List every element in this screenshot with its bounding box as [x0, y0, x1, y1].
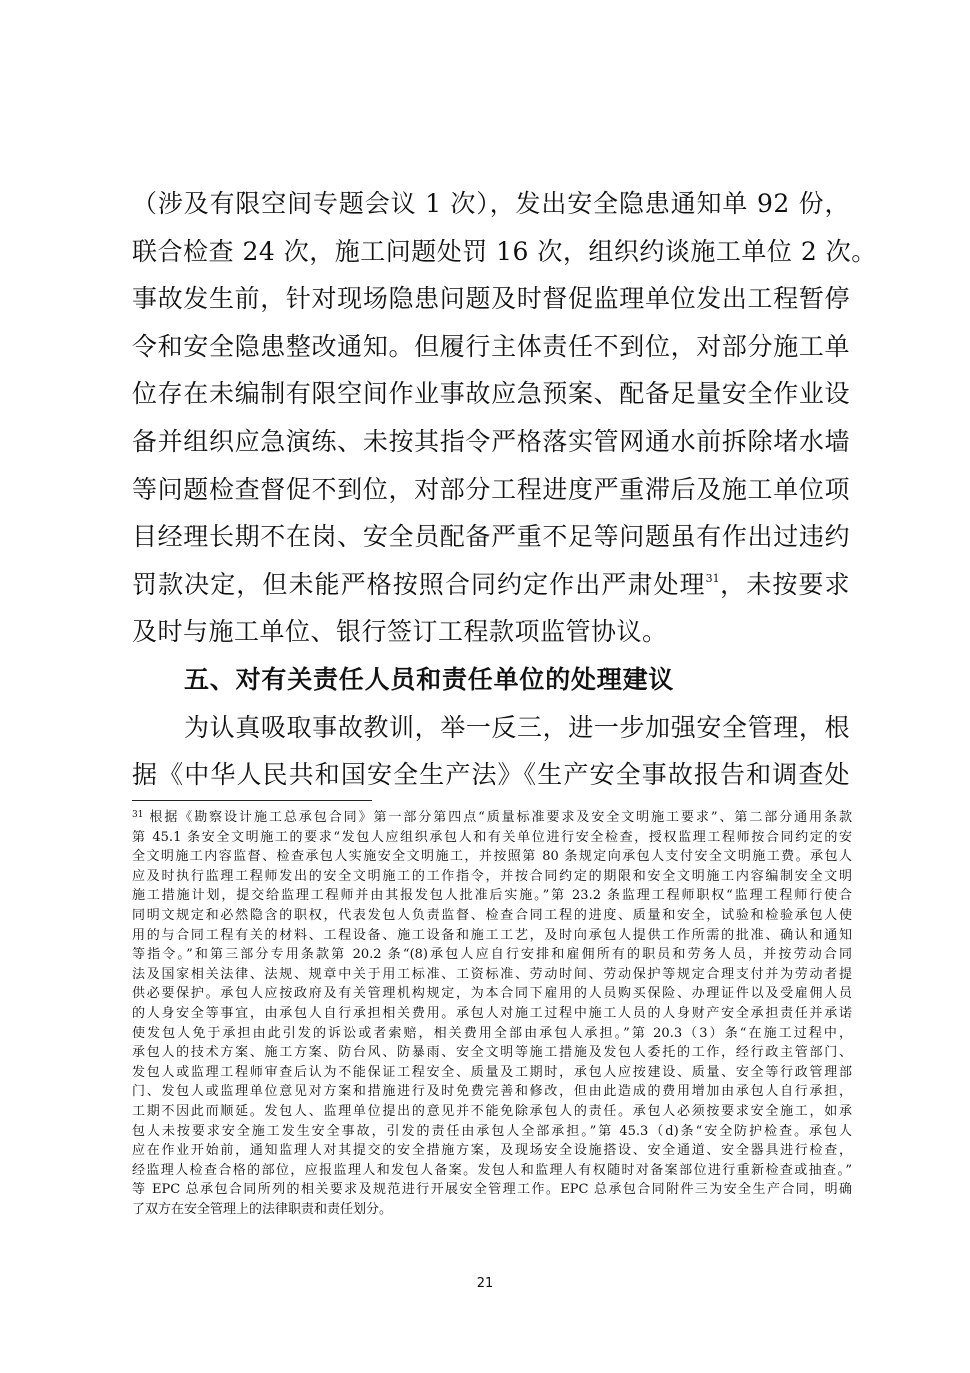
body-line: 目经理长期不在岗、安全员配备严重不足等问题虽有作出过违约	[132, 522, 850, 552]
section-heading: 五、对有关责任人员和责任单位的处理建议	[184, 664, 675, 694]
footnote-line: 应及时执行监理工程师发出的安全文明施工的工作指令，并按合同约定的期限和安全文明施工内容编制安全文明	[132, 868, 852, 884]
footnote-line: 用的与合同工程有关的材料、工程设备、施工设备和施工工艺，及时向承包人提供工作所需的批准、确认和通知	[132, 927, 852, 943]
footnote-line	[132, 808, 852, 828]
footnote-text: 根据《勘察设计施工总承包合同》第一部分第四点“质量标准要求及安全文明施工要求”、第二部分通用条款	[147, 810, 852, 825]
footnote-line: 应在作业开始前，通知监理人对其提交的安全措施方案，及现场安全设施搭设、安全通道、安全器具进行检查，	[132, 1143, 852, 1159]
footnote-line: 门、发包人或监理单位意见对方案和措施进行及时免费完善和修改，但由此造成的费用增加由承包人自行承担，	[132, 1084, 852, 1100]
body-line: 事故发生前，针对现场隐患问题及时督促监理单位发出工程暂停	[132, 284, 850, 314]
body-text	[132, 180, 877, 799]
body-line: 及时与施工单位、银行签订工程款项监管协议。	[132, 617, 668, 647]
footnote-line: 的人身安全等事宜，由承包人自行承担相关费用。承包人对施工过程中施工人员的人身财产安全承担责任并承诺	[132, 1005, 852, 1021]
footnote-line: 使发包人免于承担由此引发的诉讼或者索赔，相关费用全部由承包人承担。”第 20.3（3）条“在施工过程中，	[132, 1025, 852, 1041]
body-line: 位存在未编制有限空间作业事故应急预案、配备足量安全作业设	[132, 379, 850, 409]
footnote-number: 31	[132, 810, 144, 820]
body-text-segment: 罚款决定，但未能严格按照合同约定作出严肃处理	[132, 569, 706, 599]
footnote-line: 发包人或监理工程师审查后认为不能保证工程安全、质量及工期时，承包人应按建设、质量、安全等行政管理部	[132, 1064, 852, 1080]
footnote-line: 供必要保护。承包人应按政府及有关管理机构规定，为本合同下雇用的人员购买保险、办理证件以及受雇佣人员	[132, 986, 852, 1002]
footnote-line: 全文明施工内容监督、检查承包人实施安全文明施工，并按照第 80 条规定向承包人支付安全文明施工费。承包人	[132, 849, 852, 865]
body-line: （涉及有限空间专题会议 1 次），发出安全隐患通知单 92 份，	[132, 189, 850, 218]
footnote-line: 法及国家相关法律、法规、规章中关于用工标准、工资标准、劳动时间、劳动保护等规定合理支付并为劳动者提	[132, 966, 852, 982]
body-line: 为认真吸取事故教训，举一反三，进一步加强安全管理，根	[184, 712, 850, 742]
footnote-line: 经监理人检查合格的部位，应报监理人和发包人备案。发包人和监理人有权随时对备案部位进行重新检查或抽查。”	[132, 1162, 852, 1178]
footnote-separator	[132, 800, 372, 801]
body-line: 等问题检查督促不到位，对部分工程进度严重滞后及施工单位项	[132, 474, 850, 504]
footnote-reference[interactable]: 31	[705, 571, 720, 585]
footnote-line: 同明文规定和必然隐含的职权，代表发包人负责监督、检查合同工程的进度、质量和安全，试验和检验承包人使	[132, 907, 852, 923]
body-line-with-footnote-ref	[132, 561, 850, 609]
footnote-line: 等指令。”和第三部分专用条款第 20.2 条“(8)承包人应自行安排和雇佣所有的职员和劳务人员，并按劳动合同	[132, 947, 852, 963]
footnote-line: 了双方在安全管理上的法律职责和责任划分。	[132, 1201, 393, 1217]
body-line: 联合检查 24 次，施工问题处罚 16 次，组织约谈施工单位 2 次。	[132, 236, 877, 266]
body-line: 令和安全隐患整改通知。但履行主体责任不到位，对部分施工单	[132, 331, 850, 361]
body-line: 备并组织应急演练、未按其指令严格落实管网通水前拆除堵水墙	[132, 426, 850, 456]
footnote-line: 包人未按要求安全施工发生安全事故，引发的责任由承包人全部承担。”第 45.3（d)条“安全防护检查。承包人	[132, 1123, 852, 1139]
footnote-line: 施工措施计划，提交给监理工程师并由其报发包人批准后实施。”第 23.2 条监理工程师职权“监理工程师行使合	[132, 888, 852, 904]
footnote-line: 承包人的技术方案、施工方案、防台风、防暴雨、安全文明等施工措施及发包人委托的工作，经行政主管部门、	[132, 1045, 852, 1061]
footnote-line: 等 EPC 总承包合同所列的相关要求及规范进行开展安全管理工作。EPC 总承包合同附件三为安全生产合同，明确	[132, 1182, 852, 1198]
footnote	[132, 808, 852, 1219]
footnote-line: 第 45.1 条安全文明施工的要求“发包人应组织承包人和有关单位进行安全检查，授权监理工程师按合同约定的安	[132, 829, 852, 845]
body-line: 据《中华人民共和国安全生产法》《生产安全事故报告和调查处	[132, 760, 850, 790]
footnote-line: 工期不因此而顺延。发包人、监理单位提出的意见并不能免除承包人的责任。承包人必须按要求安全施工，如承	[132, 1103, 852, 1119]
page-number: 21	[476, 1276, 494, 1291]
body-text-segment: ，未按要求	[719, 569, 850, 599]
